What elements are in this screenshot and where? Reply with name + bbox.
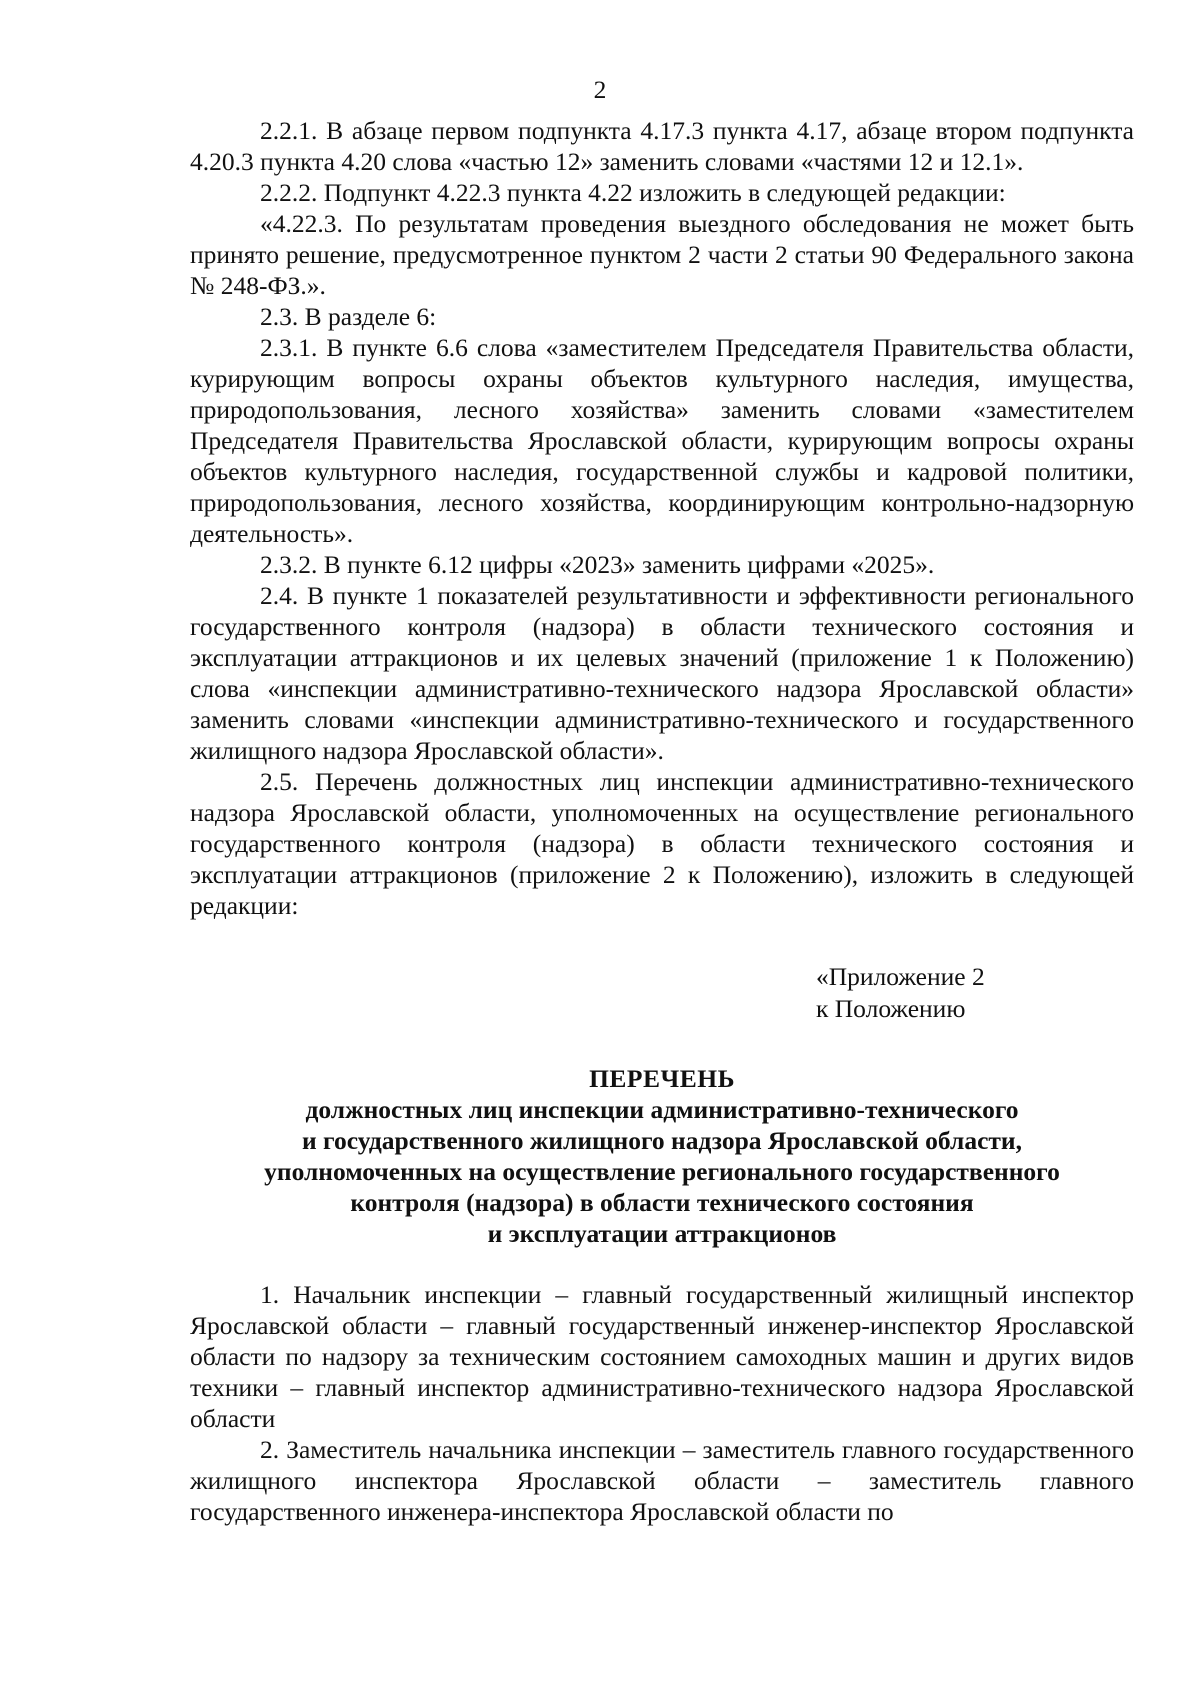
- spacer: [190, 1249, 1134, 1279]
- list-item-2: 2. Заместитель начальника инспекции – заместитель главного государственного жилищного инспектора Ярославской области – заместитель главного государственного инженера-инспектора Ярославской области по: [190, 1435, 1134, 1526]
- heading-line-5: и эксплуатации аттракционов: [487, 1219, 837, 1248]
- paragraph-2-5: 2.5. Перечень должностных лиц инспекции административно-технического надзора Ярославской области, уполномоченных на осуществление регионального государственного контроля (надзора) в области технического состояния и эксплуатации аттракционов (приложение 2 к Положению), изложить в следующей редакции:: [190, 767, 1134, 920]
- appendix-line-1: «Приложение 2: [816, 962, 985, 991]
- paragraph-4-22-3-quote: «4.22.3. По результатам проведения выездного обследования не может быть принято решение, предусмотренное пунктом 2 части 2 статьи 90 Федерального закона № 248-ФЗ.».: [190, 209, 1134, 300]
- paragraph-2-3-2: 2.3.2. В пункте 6.12 цифры «2023» заменить цифрами «2025».: [260, 550, 935, 579]
- heading-line-2: и государственного жилищного надзора Ярославской области,: [301, 1126, 1022, 1155]
- paragraph-2-3-1: 2.3.1. В пункте 6.6 слова «заместителем Председателя Правительства области, курирующим вопросы охраны объектов культурного наследия, имущества, природопользования, лесного хозяйства» заменить словами «заместителем Председателя Правительства Ярославской области, курирующим вопросы охраны объектов культурного наследия, государственной службы и кадровой политики, природопользования, лесного хозяйства, координирующим контрольно-надзорную деятельность».: [190, 333, 1134, 548]
- list-heading: [190, 1063, 1134, 1249]
- list-item-1: 1. Начальник инспекции – главный государственный жилищный инспектор Ярославской области – главный государственный инженер-инспектор Ярославской области по надзору за техническим состоянием самоходных машин и других видов техники – главный инспектор административно-технического надзора Ярославской области: [190, 1280, 1134, 1433]
- page-number: 2: [593, 75, 607, 104]
- heading-title: ПЕРЕЧЕНЬ: [589, 1064, 735, 1093]
- heading-line-4: контроля (надзора) в области технического состояния: [350, 1188, 974, 1217]
- appendix-reference: [816, 961, 1134, 1025]
- heading-line-1: должностных лиц инспекции административно-технического: [305, 1095, 1019, 1124]
- paragraph-2-3: 2.3. В разделе 6:: [260, 302, 437, 331]
- appendix-line-2: к Положению: [816, 994, 966, 1023]
- heading-line-3: уполномоченных на осуществление регионального государственного: [264, 1157, 1060, 1186]
- paragraph-2-2-1: 2.2.1. В абзаце первом подпункта 4.17.3 пункта 4.17, абзаце втором подпункта 4.20.3 пункта 4.20 слова «частью 12» заменить словами «частями 12 и 12.1».: [190, 116, 1134, 176]
- paragraph-2-4: 2.4. В пункте 1 показателей результативности и эффективности регионального государственного контроля (надзора) в области технического состояния и эксплуатации аттракционов и их целевых значений (приложение 1 к Положению) слова «инспекции административно-технического надзора Ярославской области» заменить словами «инспекции административно-технического и государственного жилищного надзора Ярославской области».: [190, 581, 1134, 765]
- paragraph-2-2-2: 2.2.2. Подпункт 4.22.3 пункта 4.22 изложить в следующей редакции:: [260, 178, 1006, 207]
